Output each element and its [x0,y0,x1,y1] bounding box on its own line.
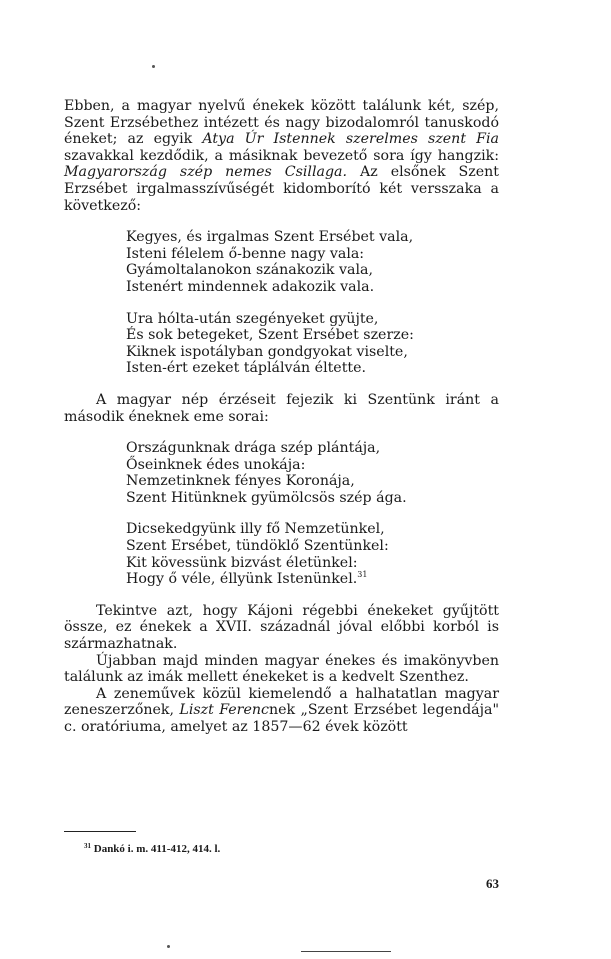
footnote-divider [64,831,136,832]
paragraph-3: Tekintve azt, hogy Kájoni régebbi énekeket gyűjtött össze, ez énekek a XVII. századnál jóval előbbi korból is származhatnak. [64,602,499,653]
verse-line: Hogy ő véle, éllyünk Istenünkel.$^{31}$ [126,570,368,588]
print-speck-bottom [167,945,170,948]
verse-line: Dicsekedgyünk illy fő Nemzetünkel, [126,521,385,538]
paragraph-5: A zeneművek közül kiemelendő a halhatatlan magyar zeneszerzőnek, Liszt Ferencnek „Szent Erzsébet legendája" c. oratóriuma, amelyet az 1857—62 évek között [64,685,499,735]
verse-line: Őseinknek édes unokája: [126,456,306,473]
main-text [64,98,499,736]
print-speck-top [152,65,155,68]
footnote-marker: 31 [84,842,91,850]
verse-line: Szent Hitünknek gyümölcsös szép ága. [126,489,407,506]
bottom-edge-line [301,951,391,952]
paragraph-1: Ebben, a magyar nyelvű énekek között találunk két, szép, Szent Erzsébethez intézett és nagy bizodalomról tanuskodó éneket; az egyik Atya Úr Istennek szerelmes szent Fia szavakkal kezdődik, a másiknak bevezető sora így hangzik: Magyarország szép nemes Csillaga. Az elsőnek Szent Erzsébet irgalmasszívűségét kidomborító két versszaka a következő: [64,98,499,214]
verse-line: Országunknak drága szép plántája, [126,440,381,457]
verse-line: Kegyes, és irgalmas Szent Ersébet vala, [126,229,414,246]
footnote-ref: 31 [357,570,368,580]
verse-line: Nemzetinknek fényes Koronája, [126,473,355,490]
verse-line: Gyámoltalanokon szánakozik vala, [126,262,374,279]
verse-line: Szent Ersébet, tündöklő Szentünkel: [126,538,389,555]
verse-song-2 [64,440,499,588]
verse-song-1 [64,229,499,377]
paragraph-2: A magyar nép érzéseit fejezik ki Szentünk iránt a második éneknek eme sorai: [64,391,499,425]
verse-line: És sok betegeket, Szent Ersébet szerze: [126,327,414,344]
verse-line: Istenért mindennek adakozik vala. [126,278,375,295]
verse-line: Ura hólta-után szegényeket gyüjte, [126,310,379,327]
page-number: 63 [486,876,499,891]
verse-line: Isten-ért ezeket táplálván éltette. [126,360,367,377]
footnote-text: Dankó i. m. 411-412, 414. l. [93,843,221,855]
verse-line: Kiknek ispotályban gondgyokat viselte, [126,343,408,360]
footnote [84,843,220,855]
verse-line: Isteni félelem ő-benne nagy vala: [126,245,365,262]
verse-line: Kit kövessünk bizvást életünkel: [126,554,358,571]
paragraph-4: Újabban majd minden magyar énekes és imakönyvben találunk az imák mellett énekeket is a kedvelt Szenthez. [64,652,499,686]
